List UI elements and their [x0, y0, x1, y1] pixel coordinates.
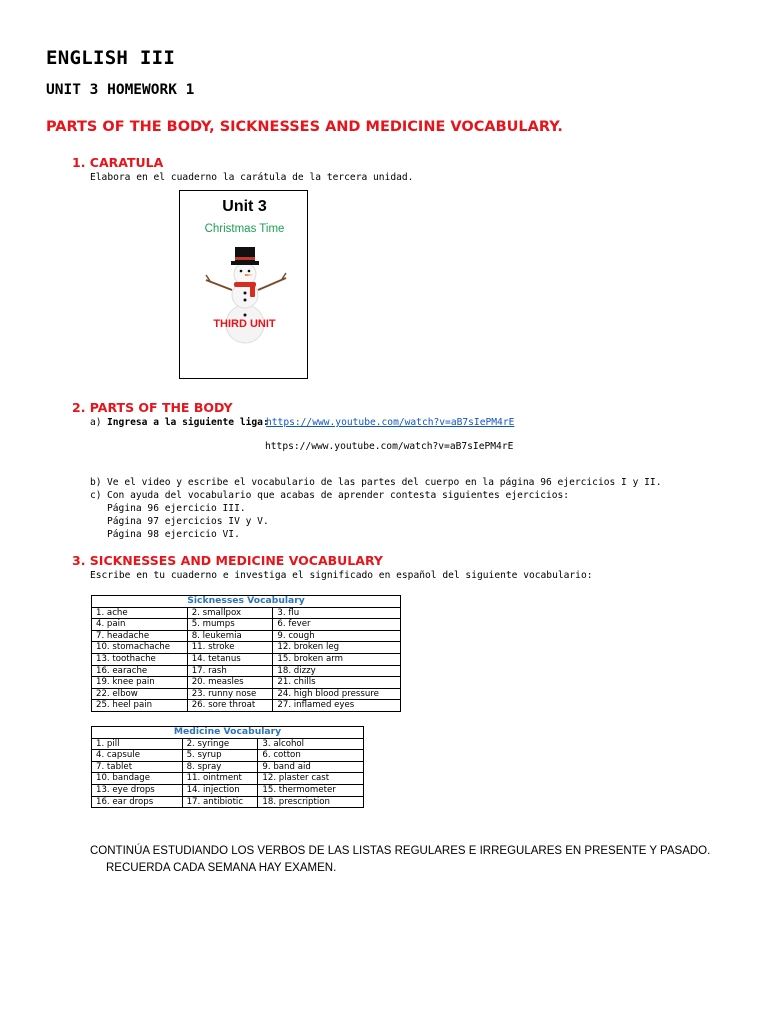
item-a-marker: a): [90, 417, 102, 428]
table-cell: 15. thermometer: [258, 784, 364, 796]
table-cell: 18. dizzy: [273, 665, 401, 677]
cover-subtitle: Christmas Time: [204, 223, 285, 235]
table-cell: 9. cough: [273, 630, 401, 642]
table-cell: 7. headache: [92, 630, 188, 642]
topic-title: PARTS OF THE BODY, SICKNESSES AND MEDICINE VOCABULARY.: [46, 119, 563, 135]
table-cell: 1. ache: [92, 607, 188, 619]
cover-title: Unit 3: [222, 198, 267, 215]
section1-title: 1. CARATULA: [72, 155, 164, 170]
sicknesses-table-title: Sicknesses Vocabulary: [92, 596, 401, 608]
table-cell: 21. chills: [273, 677, 401, 689]
table-cell: 14. tetanus: [187, 653, 273, 665]
table-cell: 12. broken leg: [273, 642, 401, 654]
table-cell: 1. pill: [92, 738, 183, 750]
table-cell: 18. prescription: [258, 796, 364, 808]
table-cell: 22. elbow: [92, 688, 188, 700]
table-cell: 17. antibiotic: [182, 796, 258, 808]
page-exercise-3: Página 98 ejercicio VI.: [107, 529, 240, 540]
table-cell: 16. earache: [92, 665, 188, 677]
table-row: [92, 700, 401, 712]
table-row: [92, 773, 364, 785]
footer-note-1: CONTINÚA ESTUDIANDO LOS VERBOS DE LAS LISTAS REGULARES E IRREGULARES EN PRESENTE Y PASADO.: [90, 845, 711, 857]
medicine-table: [91, 726, 364, 808]
table-cell: 10. bandage: [92, 773, 183, 785]
table-cell: 12. plaster cast: [258, 773, 364, 785]
table-cell: 6. cotton: [258, 750, 364, 762]
table-row: [92, 642, 401, 654]
table-cell: 17. rash: [187, 665, 273, 677]
table-cell: 11. stroke: [187, 642, 273, 654]
item-c-text: Con ayuda del vocabulario que acabas de aprender contesta siguientes ejercicios:: [107, 490, 570, 501]
table-cell: 23. runny nose: [187, 688, 273, 700]
table-cell: 7. tablet: [92, 761, 183, 773]
cover-label: THIRD UNIT: [213, 318, 276, 330]
section1-instruction: Elabora en el cuaderno la carátula de la tercera unidad.: [90, 172, 414, 183]
table-cell: 11. ointment: [182, 773, 258, 785]
table-cell: 9. band aid: [258, 761, 364, 773]
table-row: [92, 761, 364, 773]
item-a-label: Ingresa a la siguiente liga:: [107, 417, 269, 428]
table-cell: 26. sore throat: [187, 700, 273, 712]
table-row: [92, 738, 364, 750]
table-cell: 2. syringe: [182, 738, 258, 750]
section3-title: 3. SICKNESSES AND MEDICINE VOCABULARY: [72, 553, 383, 568]
table-row: [92, 677, 401, 689]
table-cell: 24. high blood pressure: [273, 688, 401, 700]
item-b-marker: b): [90, 477, 102, 488]
table-row: [92, 796, 364, 808]
table-cell: 25. heel pain: [92, 700, 188, 712]
item-b-text: Ve el video y escribe el vocabulario de las partes del cuerpo en la página 96 ejercicios I y II.: [107, 477, 662, 488]
youtube-url-text: https://www.youtube.com/watch?v=aB7sIePM4rE: [265, 441, 514, 452]
table-cell: 4. pain: [92, 619, 188, 631]
section3-instruction: Escribe en tu cuaderno e investiga el significado en español del siguiente vocabulario:: [90, 570, 593, 581]
table-row: [92, 619, 401, 631]
table-cell: 16. ear drops: [92, 796, 183, 808]
sicknesses-table: [91, 595, 401, 712]
table-cell: 19. knee pain: [92, 677, 188, 689]
table-cell: 20. measles: [187, 677, 273, 689]
table-cell: 3. flu: [273, 607, 401, 619]
table-row: [92, 688, 401, 700]
table-cell: 8. spray: [182, 761, 258, 773]
section2-title: 2. PARTS OF THE BODY: [72, 400, 233, 415]
table-row: [92, 630, 401, 642]
table-row: [92, 750, 364, 762]
table-cell: 6. fever: [273, 619, 401, 631]
table-cell: 27. inflamed eyes: [273, 700, 401, 712]
medicine-table-title: Medicine Vocabulary: [92, 727, 364, 739]
table-cell: 8. leukemia: [187, 630, 273, 642]
youtube-link[interactable]: https://www.youtube.com/watch?v=aB7sIePM4rE: [266, 417, 515, 428]
table-cell: 2. smallpox: [187, 607, 273, 619]
table-cell: 3. alcohol: [258, 738, 364, 750]
table-row: [92, 607, 401, 619]
table-cell: 13. toothache: [92, 653, 188, 665]
table-cell: 13. eye drops: [92, 784, 183, 796]
course-title: ENGLISH III: [46, 47, 176, 69]
table-row: [92, 784, 364, 796]
page-exercise-1: Página 96 ejercicio III.: [107, 503, 246, 514]
table-cell: 5. mumps: [187, 619, 273, 631]
page-exercise-2: Página 97 ejercicios IV y V.: [107, 516, 269, 527]
item-c-marker: c): [90, 490, 102, 501]
table-row: [92, 653, 401, 665]
unit-title: UNIT 3 HOMEWORK 1: [46, 82, 195, 98]
table-cell: 5. syrup: [182, 750, 258, 762]
table-row: [92, 665, 401, 677]
table-cell: 15. broken arm: [273, 653, 401, 665]
table-cell: 10. stomachache: [92, 642, 188, 654]
table-cell: 4. capsule: [92, 750, 183, 762]
snowman-icon: [200, 245, 290, 345]
footer-note-2: RECUERDA CADA SEMANA HAY EXAMEN.: [106, 862, 337, 874]
cover-image: [179, 190, 308, 379]
table-cell: 14. injection: [182, 784, 258, 796]
